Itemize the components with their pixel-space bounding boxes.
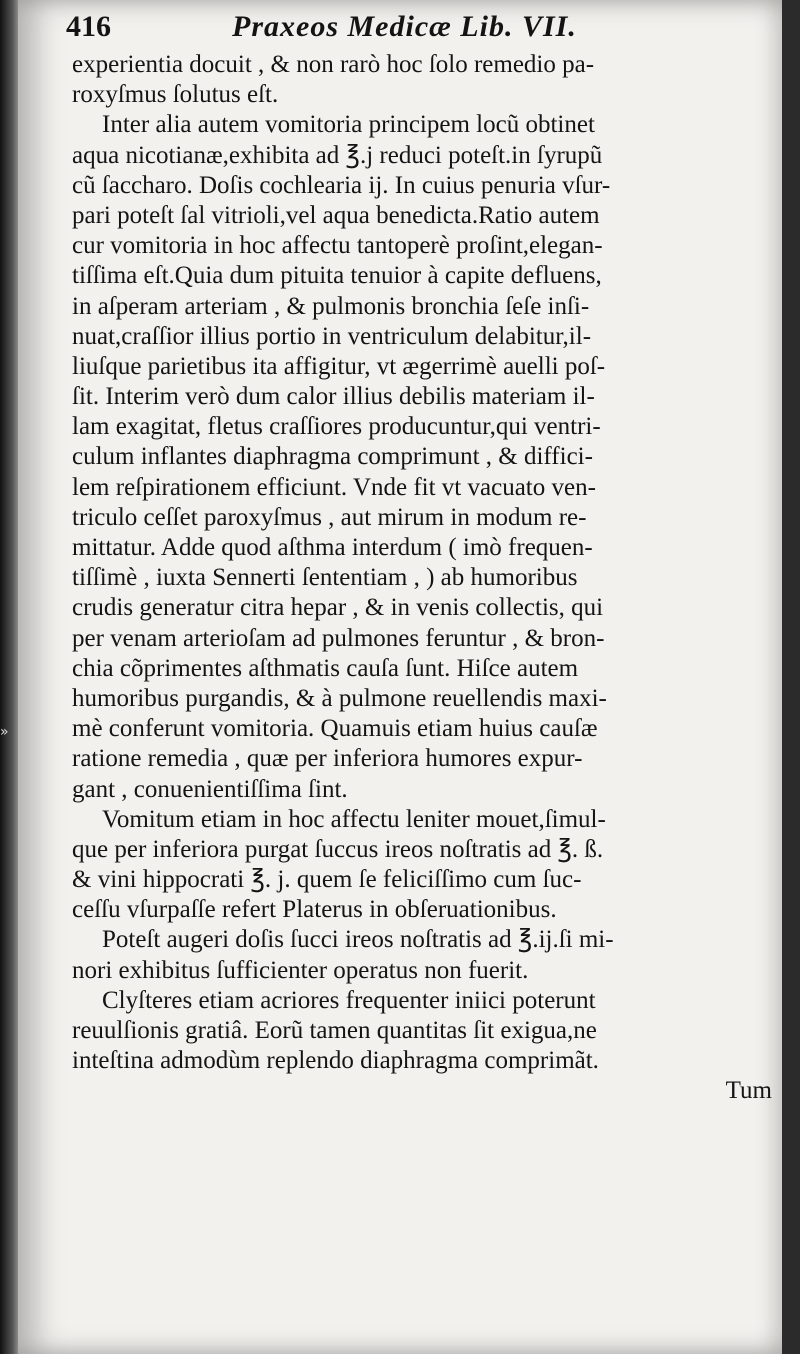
text-line: Vomitum etiam in hoc affectu leniter mouet,ſimul- xyxy=(102,805,606,833)
text-line: ratione remedia , quæ per inferiora humores expur- xyxy=(72,745,583,773)
text-line: per venam arterioſam ad pulmones feruntur , & bron- xyxy=(72,624,605,652)
text-line: reuulſionis gratiâ. Eorũ tamen quantitas ſit exigua,ne xyxy=(72,1017,597,1044)
catchword: Tum xyxy=(725,1077,772,1105)
text-line: humoribus purgandis, & à pulmone reuellendis maxi- xyxy=(72,684,607,712)
text-line: lam exagitat, fletus craſſiores producuntur,qui ventri- xyxy=(72,413,601,441)
text-line: lem reſpirationem efficiunt. Vnde fit vt vacuato ven- xyxy=(72,473,596,501)
text-line: nori exhibitus ſufficienter operatus non fuerit. xyxy=(72,956,529,984)
text-line: Poteſt augeri doſis ſucci ireos noſtratis ad ℥.ij.ſi mi- xyxy=(102,926,614,954)
body-text xyxy=(72,50,784,1107)
text-line: pari poteſt ſal vitrioli,vel aqua benedicta.Ratio autem xyxy=(72,201,600,229)
text-line: gant , conuenientiſſima ſint. xyxy=(72,775,348,803)
text-line: culum inflantes diaphragma comprimunt , & diffici- xyxy=(72,443,593,471)
text-line: que per inferiora purgat ſuccus ireos noſtratis ad ℥. ß. xyxy=(72,835,604,863)
text-line: chia cõprimentes aſthmatis cauſa ſunt. Hiſce autem xyxy=(72,654,579,682)
text-line: ceſſu vſurpaſſe refert Platerus in obſeruationibus. xyxy=(72,896,557,924)
text-line: mittatur. Adde quod aſthma interdum ( imò frequen- xyxy=(72,534,593,561)
text-line: inteſtina admodùm replendo diaphragma comprimãt. xyxy=(72,1047,599,1075)
text-line: triculo ceſſet paroxyſmus , aut mirum in modum re- xyxy=(72,503,587,531)
text-line: crudis generatur citra hepar , & in venis collectis, qui xyxy=(72,594,604,622)
page-number: 416 xyxy=(66,10,111,43)
running-head: Praxeos Medicæ Lib. VII. xyxy=(232,10,577,43)
text-line: in aſperam arteriam , & pulmonis bronchia ſeſe inſi- xyxy=(72,292,590,320)
book-spine-shadow xyxy=(0,0,18,1354)
text-line: & vini hippocrati ℥. j. quem ſe feliciſſimo cum ſuc- xyxy=(72,866,582,894)
book-page xyxy=(18,0,782,1354)
text-line: cur vomitoria in hoc affectu tantoperè proſint,elegan- xyxy=(72,232,603,260)
text-line: Clyſteres etiam acriores frequenter iniici poterunt xyxy=(102,986,596,1014)
text-line: mè conferunt vomitoria. Quamuis etiam huius cauſæ xyxy=(72,715,598,743)
text-line: nuat,craſſior illius portio in ventriculum delabitur,il- xyxy=(72,322,592,350)
margin-mark: » xyxy=(0,724,9,740)
text-line: aqua nicotianæ,exhibita ad ℥.j reduci poteſt.in ſyrupũ xyxy=(72,141,603,169)
text-line: cũ ſaccharo. Doſis cochlearia ij. In cuius penuria vſur- xyxy=(72,171,611,199)
text-line: tiſſima eſt.Quia dum pituita tenuior à capite defluens, xyxy=(72,262,602,290)
text-line: ſit. Interim verò dum calor illius debilis materiam il- xyxy=(72,383,595,411)
text-line: Inter alia autem vomitoria principem locũ obtinet xyxy=(102,111,595,139)
text-line: roxyſmus ſolutus eſt. xyxy=(72,81,279,109)
page-header xyxy=(66,10,666,52)
text-line: tiſſimè , iuxta Sennerti ſententiam , ) ab humoribus xyxy=(72,564,578,592)
text-line: experientia docuit , & non rarò hoc ſolo remedio pa- xyxy=(72,51,595,78)
text-line: liuſque parietibus ita affigitur, vt ægerrimè auelli poſ- xyxy=(72,352,606,380)
